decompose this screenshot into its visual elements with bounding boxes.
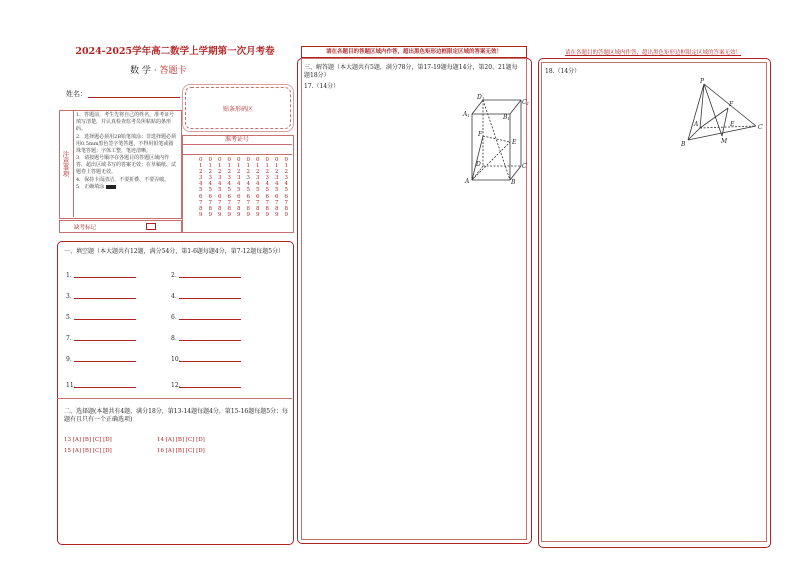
notes-heading: 注意事项 <box>59 110 74 217</box>
ticket-digit-cell[interactable]: 3 <box>256 175 260 182</box>
ticket-digit-cell[interactable]: 9 <box>227 211 231 218</box>
ticket-digit-cell[interactable]: 2 <box>218 169 222 176</box>
notes-item-text: 5．正确填涂 <box>76 184 105 190</box>
choice-row-13[interactable]: 13 [A] [B] [C] [D] <box>64 437 112 443</box>
ticket-digit-cell[interactable]: 6 <box>227 193 231 200</box>
ticket-digit-cell[interactable]: 5 <box>237 187 241 194</box>
exam-title: 2024-2025学年高二数学上学期第一次月考卷 <box>75 46 275 57</box>
pyramid-segment <box>700 108 728 128</box>
section-fill-choice-panel <box>57 241 294 545</box>
ticket-digit-cell[interactable]: 8 <box>218 205 222 212</box>
ticket-digit-cell[interactable]: 9 <box>256 211 260 218</box>
label-C: C <box>758 124 763 131</box>
ticket-digit-cell[interactable]: 7 <box>199 199 203 206</box>
ticket-digit-cell[interactable]: 9 <box>237 211 241 218</box>
subject-title <box>130 63 187 76</box>
ticket-digit-cell[interactable]: 8 <box>275 205 279 212</box>
ticket-digit-cell[interactable]: 0 <box>237 157 241 163</box>
absent-mark-label: 缺考标记 <box>74 225 97 231</box>
notes-item: 3．请按题号顺序在各题目的答题区域内作答，超出区域书写的答案无效；在草稿纸、试题卷上答题无效。 <box>76 155 177 175</box>
ticket-digit-cell[interactable]: 3 <box>284 175 288 182</box>
ticket-entry-row[interactable] <box>182 145 292 155</box>
blank-answer-line[interactable] <box>74 277 136 278</box>
ticket-digit-cell[interactable]: 6 <box>199 193 203 200</box>
ticket-digit-cell[interactable]: 9 <box>199 211 203 218</box>
blank-answer-line[interactable] <box>74 298 136 299</box>
ticket-digit-cell[interactable]: 4 <box>227 181 231 188</box>
label-F: F <box>729 101 734 108</box>
ticket-digit-cell[interactable]: 1 <box>265 163 269 170</box>
answer-card-label: 答题卡 <box>159 66 187 76</box>
filled-mark-icon <box>106 185 116 189</box>
choice-row-16[interactable]: 16 [A] [B] [C] [D] <box>157 448 205 454</box>
pyramid-figure <box>678 78 768 150</box>
absent-mark-box <box>59 220 182 233</box>
sticker-label: 贴条形码区 <box>222 105 253 113</box>
ticket-digit-cell[interactable]: 1 <box>237 163 241 170</box>
ticket-digit-cell[interactable]: 1 <box>284 163 288 170</box>
blank-answer-line[interactable] <box>179 277 241 278</box>
ticket-digit-cell[interactable]: 4 <box>275 181 279 188</box>
section-divider <box>57 398 292 399</box>
ticket-digit-cell[interactable]: 2 <box>275 169 279 176</box>
blank-label: 12． <box>171 382 185 389</box>
ticket-digit-cell[interactable]: 3 <box>218 175 222 182</box>
blank-label: 10． <box>171 356 185 363</box>
ticket-digit-cell[interactable]: 4 <box>256 181 260 188</box>
label-B1: B1 <box>503 114 510 121</box>
blank-label: 2． <box>171 272 181 279</box>
ticket-digit-cell[interactable]: 3 <box>199 175 203 182</box>
blank-label: 1． <box>66 272 76 279</box>
ticket-digit-cell[interactable]: 8 <box>284 205 288 212</box>
ticket-digit-cell[interactable]: 8 <box>246 205 250 212</box>
ticket-number-heading: 准考证号 <box>182 135 292 145</box>
ticket-digit-cell[interactable]: 7 <box>237 199 241 206</box>
ticket-digit-column <box>206 157 216 218</box>
ticket-digit-column <box>196 157 206 218</box>
ticket-digit-cell[interactable]: 2 <box>237 169 241 176</box>
ticket-digit-cell[interactable]: 7 <box>275 199 279 206</box>
label-D: D <box>476 161 481 168</box>
prism-edge <box>510 100 521 114</box>
ticket-digit-cell[interactable]: 4 <box>208 181 212 188</box>
ticket-digit-cell[interactable]: 6 <box>284 193 288 200</box>
ticket-digit-cell[interactable]: 4 <box>199 181 203 188</box>
blank-answer-line[interactable] <box>179 298 241 299</box>
prism-edge <box>472 100 483 114</box>
question-17-label: 17.（14分） <box>304 83 340 90</box>
label-P: P <box>700 78 705 85</box>
prism-edge <box>510 166 521 180</box>
ticket-digit-cell[interactable]: 4 <box>265 181 269 188</box>
notes-item: 1．答题前，考生先将自己的姓名，准考证号填写清楚，并认真检查监考员所粘贴的条形码。 <box>76 112 175 132</box>
ticket-digit-cell[interactable]: 0 <box>199 157 203 163</box>
subject-name: 数 学 <box>130 66 151 76</box>
ticket-digit-cell[interactable]: 7 <box>246 199 250 206</box>
ticket-digit-cell[interactable]: 1 <box>275 163 279 170</box>
ticket-digit-cell[interactable]: 1 <box>218 163 222 170</box>
ticket-digit-cell[interactable]: 8 <box>199 205 203 212</box>
ticket-digit-cell[interactable]: 6 <box>246 193 250 200</box>
ticket-digit-cell[interactable]: 2 <box>284 169 288 176</box>
ticket-digit-cell[interactable]: 3 <box>208 175 212 182</box>
ticket-digit-cell[interactable]: 0 <box>256 157 260 163</box>
blank-label: 8． <box>171 335 181 342</box>
ticket-digit-cell[interactable]: 0 <box>275 157 279 163</box>
ticket-digit-column <box>272 157 282 218</box>
ticket-digit-cell[interactable]: 3 <box>275 175 279 182</box>
ticket-digit-cell[interactable]: 9 <box>284 211 288 218</box>
blank-answer-line[interactable] <box>74 340 136 341</box>
ticket-digit-cell[interactable]: 4 <box>246 181 250 188</box>
choice-row-15[interactable]: 15 [A] [B] [C] [D] <box>64 448 112 454</box>
blank-answer-line[interactable] <box>74 387 136 388</box>
label-E: E <box>512 139 517 146</box>
ticket-digit-cell[interactable]: 3 <box>227 175 231 182</box>
section1-heading: 一、填空题（本大题共有12题，满分54分，第1-6题每题4分，第7-12题每题5分） <box>64 248 285 255</box>
ticket-digit-column <box>263 157 273 218</box>
section3-heading: 三、解答题（本大题共有5题，满分78分，第17-19题每题14分，第20、21题每题18分） <box>304 64 518 79</box>
blank-label: 9． <box>66 356 76 363</box>
ticket-digit-cell[interactable]: 8 <box>227 205 231 212</box>
question-18-label: 18.（14分） <box>545 68 581 75</box>
absent-mark-checkbox[interactable] <box>146 223 156 230</box>
name-field[interactable] <box>88 97 180 98</box>
ticket-digit-cell[interactable]: 1 <box>246 163 250 170</box>
ticket-digit-cell[interactable]: 9 <box>208 211 212 218</box>
ticket-digit-cell[interactable]: 0 <box>284 157 288 163</box>
notes-item <box>76 184 178 191</box>
ticket-digit-cell[interactable]: 8 <box>256 205 260 212</box>
ticket-digit-cell[interactable]: 4 <box>284 181 288 188</box>
label-F: F <box>478 131 483 138</box>
prism-segment <box>472 136 483 180</box>
ticket-digit-cell[interactable]: 7 <box>227 199 231 206</box>
ticket-digit-cell[interactable]: 0 <box>218 157 222 163</box>
ticket-digit-cell[interactable]: 9 <box>265 211 269 218</box>
blank-answer-line[interactable] <box>179 340 241 341</box>
blank-label: 3． <box>66 293 76 300</box>
ticket-digit-cell[interactable]: 9 <box>246 211 250 218</box>
ticket-digit-cell[interactable]: 1 <box>227 163 231 170</box>
ticket-digit-cell[interactable]: 4 <box>237 181 241 188</box>
ticket-digit-column <box>282 157 292 218</box>
label-B: B <box>681 141 686 148</box>
ticket-digit-cell[interactable]: 6 <box>265 193 269 200</box>
notes-item: 2．选择题必须用2B铅笔填涂；非选择题必须用0.5mm黑色签字笔答题，不得用铅笔或圆珠笔答题；字体工整，笔迹清晰。 <box>76 133 177 154</box>
ticket-digit-cell[interactable]: 4 <box>218 181 222 188</box>
label-M: M <box>721 138 728 145</box>
ticket-digit-cell[interactable]: 6 <box>237 193 241 200</box>
ticket-digit-cell[interactable]: 7 <box>256 199 260 206</box>
ticket-digit-cell[interactable]: 1 <box>199 163 203 170</box>
ticket-digit-cell[interactable]: 6 <box>208 193 212 200</box>
blank-answer-line[interactable] <box>74 319 136 320</box>
ticket-digit-cell[interactable]: 2 <box>208 169 212 176</box>
ticket-digit-cell[interactable]: 8 <box>237 205 241 212</box>
blank-label: 5． <box>66 314 76 321</box>
label-E: E <box>730 121 735 128</box>
label-A: A <box>465 178 470 185</box>
ticket-digit-cell[interactable]: 1 <box>208 163 212 170</box>
pyramid-edge <box>704 84 722 136</box>
ticket-digit-cell[interactable]: 9 <box>275 211 279 218</box>
ticket-digit-cell[interactable]: 5 <box>275 187 279 194</box>
ticket-digit-cell[interactable]: 9 <box>218 211 222 218</box>
ticket-digit-cell[interactable]: 2 <box>199 169 203 176</box>
ticket-digit-grid[interactable] <box>196 157 291 218</box>
ticket-digit-cell[interactable]: 7 <box>265 199 269 206</box>
ticket-digit-column <box>234 157 244 218</box>
subject-separator: · <box>153 66 157 76</box>
ticket-digit-cell[interactable]: 5 <box>284 187 288 194</box>
blank-label: 7． <box>66 335 76 342</box>
section3-banner: 请在各题目的答题区域内作答，超出黑色矩形边框限定区域的答案无效！ <box>301 46 527 58</box>
blank-answer-line[interactable] <box>179 361 241 362</box>
ticket-digit-cell[interactable]: 3 <box>246 175 250 182</box>
notes-item: 4．保持卡面清洁，不要折叠、不要弄破。 <box>76 176 170 183</box>
prism-diagonal <box>483 100 510 180</box>
prism-figure <box>455 92 530 187</box>
ticket-digit-cell[interactable]: 8 <box>208 205 212 212</box>
ticket-digit-column <box>215 157 225 218</box>
ticket-digit-cell[interactable]: 1 <box>256 163 260 170</box>
ticket-digit-column <box>253 157 263 218</box>
ticket-digit-column <box>225 157 235 218</box>
ticket-digit-cell[interactable]: 5 <box>227 187 231 194</box>
ticket-digit-cell[interactable]: 3 <box>265 175 269 182</box>
ticket-digit-cell[interactable]: 0 <box>227 157 231 163</box>
ticket-digit-cell[interactable]: 5 <box>218 187 222 194</box>
label-A1: A1 <box>463 111 470 118</box>
ticket-digit-cell[interactable]: 0 <box>208 157 212 163</box>
ticket-digit-cell[interactable]: 2 <box>256 169 260 176</box>
ticket-digit-cell[interactable]: 7 <box>218 199 222 206</box>
ticket-digit-cell[interactable]: 3 <box>237 175 241 182</box>
label-A: A <box>694 121 699 128</box>
ticket-digit-cell[interactable]: 6 <box>275 193 279 200</box>
ticket-digit-cell[interactable]: 0 <box>246 157 250 163</box>
ticket-digit-cell[interactable]: 2 <box>265 169 269 176</box>
ticket-digit-column <box>244 157 254 218</box>
section2-heading: 二、选择题(本题共有4题，满分18分，第13-14题每题4分，第15-16题每题5分；每题有且只有一个正确选项) <box>64 408 289 423</box>
blank-label: 4． <box>171 293 181 300</box>
ticket-digit-cell[interactable]: 5 <box>208 187 212 194</box>
ticket-digit-cell[interactable]: 5 <box>265 187 269 194</box>
label-C: C <box>522 163 527 170</box>
blank-label: 6． <box>171 314 181 321</box>
section4-banner: 请在各题目的答题区域内作答，超出黑色矩形边框限定区域的答案无效！ <box>564 50 741 56</box>
blank-answer-line[interactable] <box>74 361 136 362</box>
blank-answer-line[interactable] <box>179 387 241 388</box>
label-B: B <box>511 179 516 186</box>
choice-row-14[interactable]: 14 [A] [B] [C] [D] <box>157 437 205 443</box>
blank-answer-line[interactable] <box>179 319 241 320</box>
barcode-sticker-area <box>185 87 291 129</box>
label-C1: C1 <box>522 99 530 106</box>
ticket-digit-cell[interactable]: 7 <box>208 199 212 206</box>
ticket-digit-cell[interactable]: 2 <box>227 169 231 176</box>
ticket-digit-cell[interactable]: 7 <box>284 199 288 206</box>
ticket-digit-cell[interactable]: 6 <box>218 193 222 200</box>
notes-list <box>76 112 178 192</box>
label-D1: D1 <box>477 94 485 101</box>
ticket-digit-cell[interactable]: 5 <box>246 187 250 194</box>
name-label: 姓名： <box>66 90 87 98</box>
ticket-digit-cell[interactable]: 0 <box>265 157 269 163</box>
ticket-digit-cell[interactable]: 6 <box>256 193 260 200</box>
ticket-digit-cell[interactable]: 2 <box>246 169 250 176</box>
ticket-digit-cell[interactable]: 8 <box>265 205 269 212</box>
blank-label: 11． <box>66 382 80 389</box>
ticket-digit-cell[interactable]: 5 <box>256 187 260 194</box>
ticket-digit-cell[interactable]: 5 <box>199 187 203 194</box>
